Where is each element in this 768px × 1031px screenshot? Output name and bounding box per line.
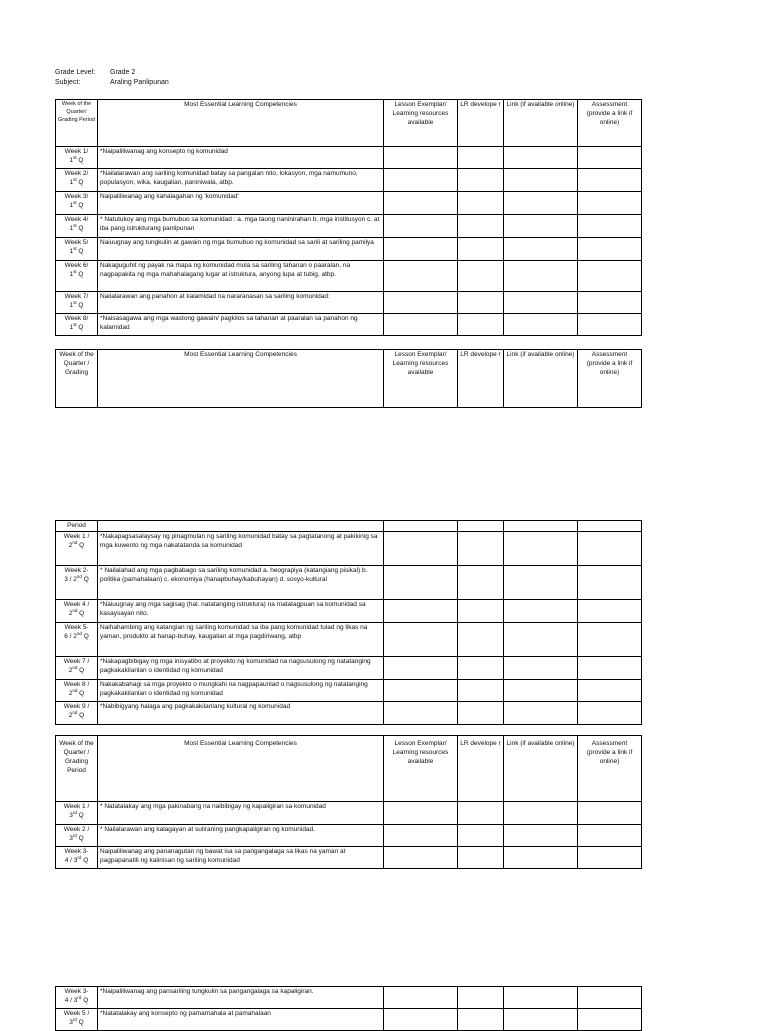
assessment-cell (578, 702, 642, 725)
table-row (56, 521, 642, 532)
header-assessment: Assessment (provide a link if online) (578, 736, 642, 802)
assessment-cell (578, 825, 642, 847)
table-row (56, 1009, 642, 1031)
link-cell (504, 987, 578, 1009)
header-link: Link (if available online) (504, 350, 578, 408)
quarter-label: 4 / 3rd Q (64, 854, 89, 864)
week-label: Week 1 / (63, 533, 90, 540)
assessment-cell (578, 680, 642, 702)
lesson-cell (384, 680, 458, 702)
link-cell (504, 825, 578, 847)
link-cell (504, 238, 578, 261)
lr-cell (458, 261, 504, 292)
week-cell (56, 215, 98, 238)
melc-cell: *Natatalakay ang konsepto ng pamamahala at pamahalaan (98, 1009, 384, 1031)
lesson-cell (384, 192, 458, 215)
table-row (56, 261, 642, 292)
quarter-label: 1st Q (69, 299, 84, 309)
table-row (56, 825, 642, 847)
table-row (56, 802, 642, 825)
quarter-label: 2nd Q (68, 687, 85, 697)
table-row (56, 292, 642, 314)
week-label: Week 2- (64, 567, 89, 574)
melc-cell: *Nakapagsasalaysay ng pinagmulan ng sariling komunidad batay sa pagtatanong at pakikinig sa mga kuwento ng mga nakatatanda sa komunidad (98, 532, 384, 566)
table-q3-cont (55, 986, 642, 1031)
week-cell (56, 987, 98, 1009)
lr-cell (458, 702, 504, 725)
table-row (56, 566, 642, 600)
quarter-label: 1st Q (69, 222, 84, 232)
melc-cell: * Nailalarawan ang kalagayan at suliraning pangkapaligiran ng komunidad. (98, 825, 384, 847)
week-label: Week 2/ (64, 170, 89, 177)
link-cell (504, 292, 578, 314)
link-cell (504, 600, 578, 623)
link-cell (504, 169, 578, 192)
week-cell (56, 802, 98, 825)
week-label: Week 3- (64, 848, 89, 855)
week-label: Week 5/ (64, 239, 89, 246)
melc-cell: *Naiuugnay ang mga sagisag (hal. natatanging istruktura) na matatagpuan sa komunidad sa kasaysayan nito. (98, 600, 384, 623)
table-body (56, 147, 642, 336)
week-cell (56, 600, 98, 623)
table-header-row (56, 100, 642, 147)
link-cell (504, 566, 578, 600)
week-cell (56, 623, 98, 657)
melc-cell: *Nabibigyang halaga ang pagkakakilanlang kultural ng komunidad (98, 702, 384, 725)
header-melc: Most Essential Learning Competencies (98, 350, 384, 408)
grade-level-label: Grade Level: (55, 69, 96, 76)
week-label: Week 3- (64, 988, 89, 995)
table-row (56, 238, 642, 261)
link-cell (504, 702, 578, 725)
melc-cell: *Naipaliliwanag ang konsepto ng komunidad (98, 147, 384, 169)
table-row (56, 314, 642, 336)
lr-cell (458, 532, 504, 566)
lesson-cell (384, 847, 458, 869)
melc-cell: Nakakabahagi sa mga proyekto o mungkahi na nagpapaunlad o nagsusulong ng natatanging pagkakakilanlan o identidad ng komunidad (98, 680, 384, 702)
week-cell (56, 657, 98, 680)
lr-cell (458, 825, 504, 847)
week-label: Week 8 / (63, 681, 90, 688)
quarter-label: 1st Q (69, 268, 84, 278)
table-row (56, 169, 642, 192)
quarter-label: 2nd Q (68, 539, 85, 549)
week-cell (56, 532, 98, 566)
header-lesson: Lesson Exemplar/ Learning resources available (384, 100, 458, 147)
header-lr: LR develope r (458, 736, 504, 802)
table-row (56, 623, 642, 657)
week-label: Week 6/ (64, 262, 89, 269)
header-melc: Most Essential Learning Competencies (98, 736, 384, 802)
table-header-row (56, 350, 642, 408)
week-cell (56, 261, 98, 292)
melc-cell: *Nakapagbibigay ng mga inisyatibo at proyekto ng komunidad na nagsusulong ng natatanging pagkakakilanlan o identidad ng komunidad (98, 657, 384, 680)
melc-cell: *Naipaliliwanag ang pansariling tungkulin sa pangangalaga sa kapaligiran. (98, 987, 384, 1009)
header-week: Week of the Quarter / Grading Period (56, 736, 98, 802)
table-row (56, 600, 642, 623)
table-row (56, 215, 642, 238)
week-label: Week 4/ (64, 216, 89, 223)
header-link: Link (if available online) (504, 100, 578, 147)
lr-cell (458, 1009, 504, 1031)
table-body (56, 532, 642, 725)
lr-cell (458, 680, 504, 702)
week-cell (56, 825, 98, 847)
quarter-label: 3rd Q (69, 832, 84, 842)
lesson-cell (384, 215, 458, 238)
assessment-cell (578, 1009, 642, 1031)
link-cell (504, 657, 578, 680)
quarter-label: 1st Q (69, 321, 84, 331)
link-cell (504, 802, 578, 825)
assessment-cell (578, 314, 642, 336)
lr-cell (458, 147, 504, 169)
week-cell (56, 192, 98, 215)
table-row (56, 680, 642, 702)
header-lesson: Lesson Exemplar/ Learning resources available (384, 350, 458, 408)
quarter-label: 2nd Q (68, 664, 85, 674)
lesson-cell (384, 987, 458, 1009)
assessment-cell (578, 566, 642, 600)
week-label: Week 7/ (64, 293, 89, 300)
quarter-label: 2nd Q (68, 709, 85, 719)
quarter-label: 2nd Q (68, 607, 85, 617)
header-lr: LR develope r (458, 350, 504, 408)
week-label: Week 5- (64, 624, 89, 631)
assessment-cell (578, 600, 642, 623)
week-cell (56, 566, 98, 600)
table-body (56, 802, 642, 869)
quarter-label: 6 / 2nd Q (64, 630, 89, 640)
week-cell (56, 702, 98, 725)
table-row (56, 847, 642, 869)
melc-cell: Nailalarawan ang panahon at kalamidad na nararanasan sa sariling komunidad: (98, 292, 384, 314)
header-link: Link (if available online) (504, 736, 578, 802)
link-cell (504, 847, 578, 869)
week-label: Week 7 / (63, 658, 90, 665)
quarter-label: 1st Q (69, 176, 84, 186)
lr-cell (458, 657, 504, 680)
week-cell (56, 680, 98, 702)
header-melc: Most Essential Learning Competencies (98, 100, 384, 147)
lr-cell (458, 600, 504, 623)
lesson-cell (384, 802, 458, 825)
quarter-label: 4 / 3rd Q (64, 994, 89, 1004)
header-week (56, 350, 98, 408)
assessment-cell (578, 192, 642, 215)
week-label: Week 5 / (63, 1010, 90, 1017)
lesson-cell (384, 1009, 458, 1031)
lesson-cell (384, 623, 458, 657)
week-cell (56, 847, 98, 869)
assessment-cell (578, 657, 642, 680)
table-row (56, 532, 642, 566)
week-label: Week 1/ (64, 148, 89, 155)
melc-cell: Nakaguguhit ng payak na mapa ng komunidad mula sa sariling tahanan o paaralan, na nagpapakita ng mga mahahalagang lugar at istruktura, anyong lupa at tubig, atbp. (98, 261, 384, 292)
link-cell (504, 147, 578, 169)
lr-cell (458, 292, 504, 314)
link-cell (504, 314, 578, 336)
week-cell (56, 1009, 98, 1031)
week-label: Week 1 / (63, 803, 90, 810)
melc-cell: * Natatalakay ang mga pakinabang na naibibigay ng kapaligiran sa komunidad (98, 802, 384, 825)
assessment-cell (578, 169, 642, 192)
melc-cell: Naipaliliwanag ang kahalagahan ng 'komunidad' (98, 192, 384, 215)
subject-line (55, 78, 169, 88)
lesson-cell (384, 600, 458, 623)
melc-cell: *Nailalarawan ang sariling komunidad batay sa pangalan nito, lokasyon, mga namumuno, populasyon, wika, kaugalian, paniniwala, atbp. (98, 169, 384, 192)
lr-cell (458, 314, 504, 336)
melc-cell: Naihahambing ang katangian ng sariling komunidad sa iba pang komunidad tulad ng likas na yaman, produkto at hanap-buhay, kaugalian at mga pagdiriwang, atbp (98, 623, 384, 657)
lesson-cell (384, 825, 458, 847)
subject-value: Araling Panlipunan (110, 79, 169, 86)
lesson-cell (384, 238, 458, 261)
lr-cell (458, 623, 504, 657)
grade-level-value: Grade 2 (110, 69, 136, 76)
week-label: Week 9 / (63, 703, 90, 710)
lr-cell (458, 802, 504, 825)
melc-cell: Naiuugnay ang tungkulin at gawain ng mga bumubuo ng komunidad sa sarili at sariling pamilya (98, 238, 384, 261)
lesson-cell (384, 566, 458, 600)
lesson-cell (384, 702, 458, 725)
lr-cell (458, 215, 504, 238)
table-row (56, 192, 642, 215)
lr-cell (458, 169, 504, 192)
header-assessment: Assessment (provide a link if online) (578, 350, 642, 408)
header-lr: LR develope r (458, 100, 504, 147)
lesson-cell (384, 532, 458, 566)
assessment-cell (578, 215, 642, 238)
table-row (56, 657, 642, 680)
link-cell (504, 215, 578, 238)
table-row (56, 147, 642, 169)
melc-cell: Naipaliliwanag ang pananagutan ng bawat isa sa pangangalaga sa likas na yaman at pagpapanatili ng kalinisan ng sariling komunidad (98, 847, 384, 869)
week-label: Week 8/ (64, 315, 89, 322)
period-cell: Period (56, 521, 98, 532)
lesson-cell (384, 314, 458, 336)
week-cell (56, 292, 98, 314)
week-cell (56, 314, 98, 336)
lr-cell (458, 238, 504, 261)
link-cell (504, 532, 578, 566)
lesson-cell (384, 657, 458, 680)
assessment-cell (578, 802, 642, 825)
assessment-cell (578, 292, 642, 314)
quarter-label: 3rd Q (69, 809, 84, 819)
lesson-cell (384, 147, 458, 169)
quarter-label: 3 / 2nd Q (64, 573, 89, 583)
assessment-cell (578, 987, 642, 1009)
lr-cell (458, 847, 504, 869)
quarter-label: 3rd Q (69, 1016, 84, 1026)
melc-cell: * Natutukoy ang mga bumubuo sa komunidad : a. mga taong naninirahan b. mga institusyon c. at iba pang istrukturang panlipunan (98, 215, 384, 238)
table-row (56, 987, 642, 1009)
link-cell (504, 261, 578, 292)
table-q2 (55, 520, 642, 725)
week-label: Week 3/ (64, 193, 89, 200)
table-header-row (56, 736, 642, 802)
lesson-cell (384, 261, 458, 292)
week-cell (56, 169, 98, 192)
assessment-cell (578, 623, 642, 657)
table-q3 (55, 735, 642, 869)
assessment-cell (578, 238, 642, 261)
link-cell (504, 1009, 578, 1031)
melc-cell: *Naisasagawa ang mga wastong gawain/ pagkilos sa tahanan at paaralan sa panahon ng kalamidad (98, 314, 384, 336)
lesson-cell (384, 169, 458, 192)
week-label: Week 2 / (63, 826, 90, 833)
assessment-cell (578, 847, 642, 869)
subject-label: Subject: (55, 79, 81, 86)
lr-cell (458, 192, 504, 215)
assessment-cell (578, 147, 642, 169)
melc-cell: * Nailalahad ang mga pagbabago sa sariling komunidad a. heograpiya (katangiang pisikal) b. politika (pamahalaan) c. ekonomiya (hanapbuhay/kabuhayan) d. sosyo-kultural (98, 566, 384, 600)
assessment-cell (578, 261, 642, 292)
header-assessment: Assessment (provide a link if online) (578, 100, 642, 147)
header-week: Week of the Quarter/ Grading Period (56, 100, 98, 147)
quarter-label: 1st Q (69, 199, 84, 209)
lr-cell (458, 987, 504, 1009)
grade-level-line (55, 68, 135, 78)
assessment-cell (578, 532, 642, 566)
link-cell (504, 192, 578, 215)
week-label: Week 4 / (63, 601, 90, 608)
table-q2-header (55, 349, 642, 408)
lesson-cell (384, 292, 458, 314)
week-cell (56, 238, 98, 261)
week-cell (56, 147, 98, 169)
link-cell (504, 623, 578, 657)
lr-cell (458, 566, 504, 600)
header-week-text: Week of the Quarter / Grading (59, 351, 94, 376)
table-row (56, 702, 642, 725)
quarter-label: 1st Q (69, 154, 84, 164)
table-q1 (55, 99, 642, 336)
header-lesson: Lesson Exemplar/ Learning resources available (384, 736, 458, 802)
link-cell (504, 680, 578, 702)
quarter-label: 1st Q (69, 245, 84, 255)
